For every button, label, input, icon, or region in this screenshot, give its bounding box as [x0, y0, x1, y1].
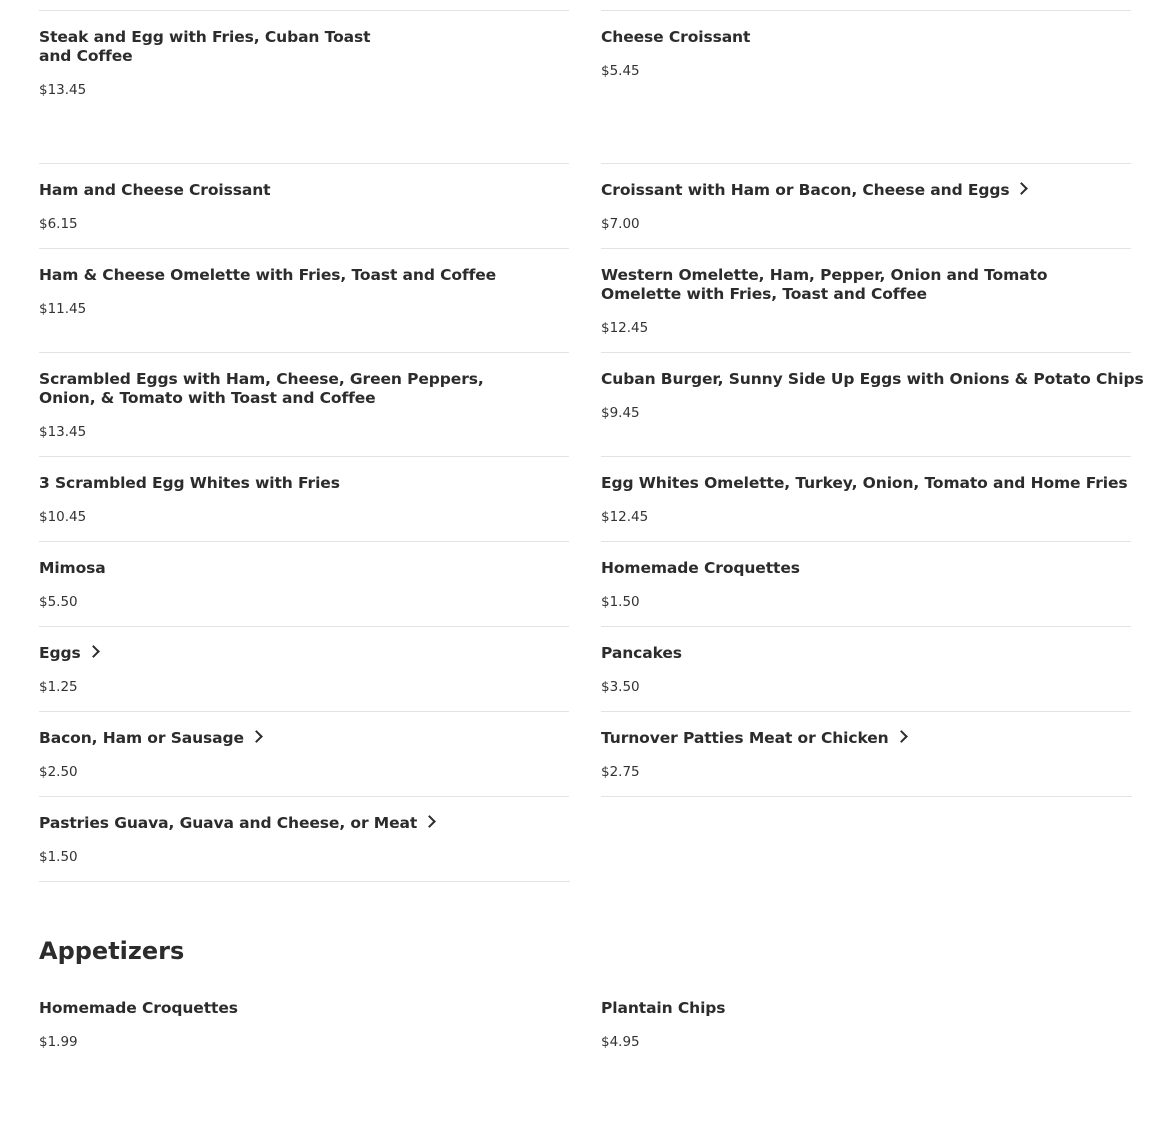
- menu-item-name-row: [601, 181, 1026, 200]
- menu-item-price: $2.50: [39, 764, 78, 780]
- menu-item-name-row: [601, 729, 906, 748]
- menu-item-name-row: [39, 814, 434, 833]
- menu-item-name: Ham & Cheese Omelette with Fries, Toast and Coffee: [39, 266, 497, 284]
- menu-item[interactable]: [39, 990, 569, 1075]
- menu-item-price: $13.45: [39, 82, 87, 98]
- chevron-right-icon: [250, 730, 263, 743]
- menu-item-name-row: [39, 729, 261, 748]
- menu-item[interactable]: [39, 796, 569, 881]
- menu-item[interactable]: [601, 541, 1131, 626]
- chevron-right-icon: [1016, 182, 1029, 195]
- menu-item-price: $7.00: [601, 216, 640, 232]
- menu-item-name: Steak and Egg with Fries, Cuban Toast and Coffee: [39, 28, 371, 65]
- menu-item[interactable]: [39, 163, 569, 248]
- menu-item-price: $1.50: [39, 849, 78, 865]
- menu-item[interactable]: [601, 248, 1131, 352]
- menu-item-price: $10.45: [39, 509, 87, 525]
- menu-item-name: Bacon, Ham or Sausage: [39, 729, 244, 747]
- menu-item-name: Scrambled Eggs with Ham, Cheese, Green Peppers, Onion, & Tomato with Toast and Coffee: [39, 370, 484, 407]
- divider: [39, 881, 570, 882]
- menu-item[interactable]: [601, 626, 1131, 711]
- menu-item[interactable]: [601, 10, 1131, 163]
- menu-item-price: $13.45: [39, 424, 87, 440]
- menu-item-name-row: [39, 644, 98, 663]
- menu-item-name: Ham and Cheese Croissant: [39, 181, 271, 199]
- menu-item-name: Plantain Chips: [601, 999, 726, 1017]
- menu-item[interactable]: [601, 352, 1144, 456]
- menu-item[interactable]: [39, 711, 569, 796]
- menu-item[interactable]: [39, 352, 569, 456]
- menu-item-name: Homemade Croquettes: [601, 559, 800, 577]
- menu-item-price: $11.45: [39, 301, 87, 317]
- menu-item[interactable]: [601, 711, 1131, 796]
- chevron-right-icon: [423, 815, 436, 828]
- chevron-right-icon: [87, 645, 100, 658]
- menu-item-price: $4.95: [601, 1034, 640, 1050]
- menu-item-name: 3 Scrambled Egg Whites with Fries: [39, 474, 340, 492]
- menu-item-name: Western Omelette, Ham, Pepper, Onion and Tomato Omelette with Fries, Toast and Coffee: [601, 266, 1048, 303]
- divider: [601, 796, 1132, 797]
- menu-item-price: $2.75: [601, 764, 640, 780]
- section-heading-appetizers: Appetizers: [39, 937, 185, 965]
- menu-item-price: $5.45: [601, 63, 640, 79]
- menu-item-name: Homemade Croquettes: [39, 999, 238, 1017]
- menu-item-name: Pancakes: [601, 644, 682, 662]
- menu-item[interactable]: [39, 248, 569, 352]
- menu-item-price: $9.45: [601, 405, 640, 421]
- menu-item[interactable]: [39, 541, 569, 626]
- menu-item-name: Mimosa: [39, 559, 106, 577]
- menu-item-name: Croissant with Ham or Bacon, Cheese and Eggs: [601, 181, 1010, 199]
- menu-item[interactable]: [601, 990, 1131, 1075]
- menu-item-price: $3.50: [601, 679, 640, 695]
- menu-item-price: $5.50: [39, 594, 78, 610]
- menu-item-name: Cuban Burger, Sunny Side Up Eggs with Onions & Potato Chips: [601, 370, 1144, 388]
- menu-item-price: $12.45: [601, 320, 649, 336]
- menu-item-price: $1.25: [39, 679, 78, 695]
- menu-item-price: $6.15: [39, 216, 78, 232]
- menu-item-price: $1.50: [601, 594, 640, 610]
- menu-item-name: Cheese Croissant: [601, 28, 751, 46]
- menu-item-name: Turnover Patties Meat or Chicken: [601, 729, 889, 747]
- menu-item[interactable]: [39, 626, 569, 711]
- menu-item[interactable]: [601, 163, 1131, 248]
- menu-item-name: Pastries Guava, Guava and Cheese, or Meat: [39, 814, 418, 832]
- menu-item-price: $12.45: [601, 509, 649, 525]
- menu-item-price: $1.99: [39, 1034, 78, 1050]
- menu-item[interactable]: [39, 10, 569, 163]
- menu-item-name: Eggs: [39, 644, 81, 662]
- menu-item[interactable]: [39, 456, 569, 541]
- menu-item[interactable]: [601, 456, 1131, 541]
- menu-item-name: Egg Whites Omelette, Turkey, Onion, Tomato and Home Fries: [601, 474, 1128, 492]
- chevron-right-icon: [895, 730, 908, 743]
